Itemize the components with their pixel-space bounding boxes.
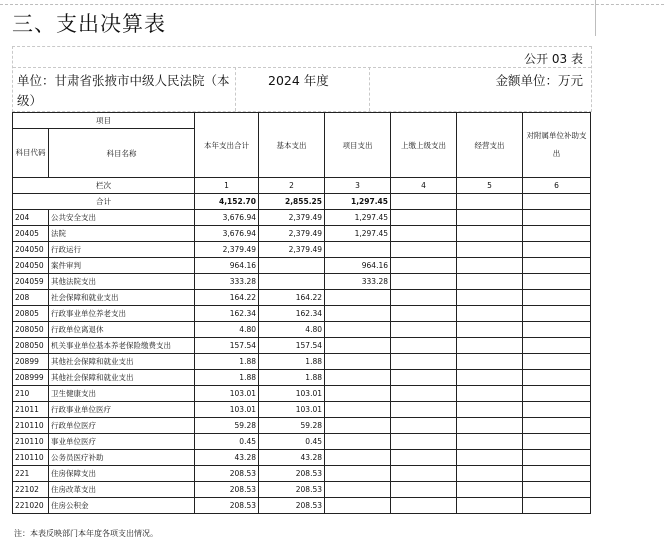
- col-num: 6: [523, 178, 591, 194]
- cell-name: 行政事业单位医疗: [49, 402, 195, 418]
- cell-project: [325, 482, 391, 498]
- cell-empty: [523, 482, 591, 498]
- table-row: [13, 434, 591, 450]
- cell-total: 3,676.94: [195, 226, 259, 242]
- cell-project: 333.28: [325, 274, 391, 290]
- cell-total: 103.01: [195, 386, 259, 402]
- cell-empty: [391, 402, 457, 418]
- cell-empty: [523, 258, 591, 274]
- header-col-1: 本年支出合计: [195, 113, 259, 178]
- cell-empty: [391, 450, 457, 466]
- header-col-2: 基本支出: [259, 113, 325, 178]
- cell-basic: 4.80: [259, 322, 325, 338]
- cell-basic: 162.34: [259, 306, 325, 322]
- total-v2: 2,855.25: [259, 194, 325, 210]
- cell-empty: [523, 274, 591, 290]
- cell-empty: [391, 338, 457, 354]
- cell-empty: [391, 290, 457, 306]
- cell-empty: [523, 338, 591, 354]
- cell-project: [325, 418, 391, 434]
- cell-empty: [391, 258, 457, 274]
- cell-name: 行政单位离退休: [49, 322, 195, 338]
- cell-empty: [391, 466, 457, 482]
- cell-empty: [457, 338, 523, 354]
- cell-project: 1,297.45: [325, 226, 391, 242]
- table-row: [13, 418, 591, 434]
- cell-empty: [523, 290, 591, 306]
- cell-project: [325, 338, 391, 354]
- page-title: 三、支出决算表: [12, 12, 166, 36]
- cell-empty: [391, 354, 457, 370]
- cell-code: 21011: [13, 402, 49, 418]
- cell-project: [325, 450, 391, 466]
- cell-code: 20805: [13, 306, 49, 322]
- cell-total: 208.53: [195, 482, 259, 498]
- cell-empty: [457, 370, 523, 386]
- header-col-6: 对附属单位补助支出: [523, 113, 591, 178]
- cell-basic: 208.53: [259, 498, 325, 514]
- cell-total: 208.53: [195, 498, 259, 514]
- cell-empty: [391, 370, 457, 386]
- cell-name: 法院: [49, 226, 195, 242]
- cell-project: [325, 498, 391, 514]
- cell-empty: [523, 434, 591, 450]
- col-num: 2: [259, 178, 325, 194]
- cell-code: 210110: [13, 434, 49, 450]
- cell-empty: [391, 306, 457, 322]
- cell-basic: 59.28: [259, 418, 325, 434]
- cell-name: 住房公积金: [49, 498, 195, 514]
- cell-empty: [391, 242, 457, 258]
- table-row: [13, 402, 591, 418]
- cell-empty: [523, 226, 591, 242]
- cell-total: 208.53: [195, 466, 259, 482]
- cell-basic: 2,379.49: [259, 242, 325, 258]
- total-row: [13, 194, 591, 210]
- cell-basic: 2,379.49: [259, 210, 325, 226]
- cell-name: 其他法院支出: [49, 274, 195, 290]
- cell-empty: [391, 434, 457, 450]
- cell-name: 卫生健康支出: [49, 386, 195, 402]
- cell-empty: [457, 482, 523, 498]
- cell-basic: [259, 258, 325, 274]
- margin-marker: [595, 0, 597, 36]
- cell-project: [325, 434, 391, 450]
- cell-empty: [457, 402, 523, 418]
- cell-empty: [457, 274, 523, 290]
- cell-basic: 1.88: [259, 354, 325, 370]
- cell-empty: [391, 498, 457, 514]
- cell-code: 210110: [13, 450, 49, 466]
- header-box: [12, 46, 592, 112]
- table-row: [13, 482, 591, 498]
- cell-total: 59.28: [195, 418, 259, 434]
- cell-empty: [523, 418, 591, 434]
- cell-empty: [457, 498, 523, 514]
- table-row: [13, 322, 591, 338]
- cell-basic: 164.22: [259, 290, 325, 306]
- cell-empty: [457, 290, 523, 306]
- cell-empty: [457, 258, 523, 274]
- table-row: [13, 370, 591, 386]
- cell-code: 208: [13, 290, 49, 306]
- header-code: 科目代码: [13, 129, 49, 178]
- cell-empty: [523, 322, 591, 338]
- cell-code: 221020: [13, 498, 49, 514]
- cell-name: 行政事业单位养老支出: [49, 306, 195, 322]
- header-col-4: 上缴上级支出: [391, 113, 457, 178]
- cell-project: [325, 242, 391, 258]
- cell-code: 208050: [13, 338, 49, 354]
- cell-code: 204059: [13, 274, 49, 290]
- cell-empty: [457, 306, 523, 322]
- cell-empty: [523, 466, 591, 482]
- cell-total: 333.28: [195, 274, 259, 290]
- cell-empty: [523, 354, 591, 370]
- col-num: 1: [195, 178, 259, 194]
- cell-project: [325, 402, 391, 418]
- header-col-3: 项目支出: [325, 113, 391, 178]
- header-row-1: [13, 113, 591, 129]
- cell-total: 1.88: [195, 370, 259, 386]
- cell-name: 机关事业单位基本养老保险缴费支出: [49, 338, 195, 354]
- cell-basic: 43.28: [259, 450, 325, 466]
- table-row: [13, 290, 591, 306]
- cell-basic: 0.45: [259, 434, 325, 450]
- cell-name: 行政运行: [49, 242, 195, 258]
- cell-name: 案件审判: [49, 258, 195, 274]
- table-row: [13, 306, 591, 322]
- cell-project: [325, 322, 391, 338]
- cell-code: 204: [13, 210, 49, 226]
- cell-empty: [391, 322, 457, 338]
- header-name: 科目名称: [49, 129, 195, 178]
- cell-basic: 103.01: [259, 402, 325, 418]
- cell-code: 20405: [13, 226, 49, 242]
- cell-empty: [457, 242, 523, 258]
- cell-name: 公务员医疗补助: [49, 450, 195, 466]
- cell-total: 103.01: [195, 402, 259, 418]
- cell-code: 204050: [13, 258, 49, 274]
- top-border-line: [0, 4, 664, 5]
- cell-empty: [457, 450, 523, 466]
- cell-project: 1,297.45: [325, 210, 391, 226]
- cell-code: 204050: [13, 242, 49, 258]
- cell-total: 4.80: [195, 322, 259, 338]
- table-row: [13, 274, 591, 290]
- cell-empty: [391, 274, 457, 290]
- cell-basic: 208.53: [259, 466, 325, 482]
- cell-code: 210: [13, 386, 49, 402]
- unit-label: 单位：甘肃省张掖市中级人民法院（本级）: [17, 73, 230, 108]
- cell-empty: [391, 418, 457, 434]
- cell-code: 221: [13, 466, 49, 482]
- form-number: 公开 03 表: [524, 52, 583, 66]
- cell-total: 164.22: [195, 290, 259, 306]
- cell-project: [325, 370, 391, 386]
- cell-total: 0.45: [195, 434, 259, 450]
- cell-empty: [457, 354, 523, 370]
- cell-empty: [523, 242, 591, 258]
- cell-name: 其他社会保障和就业支出: [49, 354, 195, 370]
- cell-empty: [391, 482, 457, 498]
- cell-empty: [457, 210, 523, 226]
- cell-empty: [523, 498, 591, 514]
- col-num: 3: [325, 178, 391, 194]
- cell-project: [325, 354, 391, 370]
- cell-basic: 2,379.49: [259, 226, 325, 242]
- cell-basic: [259, 274, 325, 290]
- cell-project: [325, 306, 391, 322]
- expenditure-table: [12, 112, 591, 514]
- cell-basic: 157.54: [259, 338, 325, 354]
- row-label: 栏次: [13, 178, 195, 194]
- cell-empty: [523, 402, 591, 418]
- cell-code: 208050: [13, 322, 49, 338]
- cell-name: 公共安全支出: [49, 210, 195, 226]
- cell-empty: [523, 210, 591, 226]
- table-row: [13, 386, 591, 402]
- cell-empty: [457, 322, 523, 338]
- table-row: [13, 210, 591, 226]
- cell-project: [325, 386, 391, 402]
- cell-empty: [457, 418, 523, 434]
- cell-name: 住房保障支出: [49, 466, 195, 482]
- cell-name: 其他社会保障和就业支出: [49, 370, 195, 386]
- table-row: [13, 466, 591, 482]
- column-number-row: [13, 178, 591, 194]
- footnote: 注：本表反映部门本年度各项支出情况。: [14, 529, 158, 538]
- cell-name: 社会保障和就业支出: [49, 290, 195, 306]
- total-v3: 1,297.45: [325, 194, 391, 210]
- cell-total: 43.28: [195, 450, 259, 466]
- cell-empty: [523, 370, 591, 386]
- cell-empty: [523, 306, 591, 322]
- cell-total: 162.34: [195, 306, 259, 322]
- cell-empty: [457, 386, 523, 402]
- header-item: 项目: [13, 113, 195, 129]
- cell-total: 3,676.94: [195, 210, 259, 226]
- header-col-5: 经营支出: [457, 113, 523, 178]
- table-row: [13, 498, 591, 514]
- cell-project: [325, 290, 391, 306]
- cell-empty: [391, 386, 457, 402]
- table-row: [13, 226, 591, 242]
- cell-basic: 103.01: [259, 386, 325, 402]
- cell-code: 20899: [13, 354, 49, 370]
- cell-empty: [457, 434, 523, 450]
- cell-code: 22102: [13, 482, 49, 498]
- col-num: 5: [457, 178, 523, 194]
- cell-basic: 208.53: [259, 482, 325, 498]
- cell-project: 964.16: [325, 258, 391, 274]
- total-label: 合计: [13, 194, 195, 210]
- cell-empty: [457, 226, 523, 242]
- cell-empty: [391, 210, 457, 226]
- report-year: 2024 年度: [268, 73, 329, 88]
- cell-empty: [523, 450, 591, 466]
- money-unit: 金额单位：万元: [495, 73, 583, 88]
- table-row: [13, 450, 591, 466]
- cell-code: 210110: [13, 418, 49, 434]
- cell-code: 208999: [13, 370, 49, 386]
- cell-name: 住房改革支出: [49, 482, 195, 498]
- cell-empty: [391, 226, 457, 242]
- cell-empty: [457, 466, 523, 482]
- cell-name: 事业单位医疗: [49, 434, 195, 450]
- col-num: 4: [391, 178, 457, 194]
- table-row: [13, 338, 591, 354]
- cell-total: 2,379.49: [195, 242, 259, 258]
- cell-name: 行政单位医疗: [49, 418, 195, 434]
- total-v1: 4,152.70: [195, 194, 259, 210]
- cell-total: 157.54: [195, 338, 259, 354]
- cell-total: 1.88: [195, 354, 259, 370]
- cell-empty: [523, 386, 591, 402]
- cell-project: [325, 466, 391, 482]
- table-row: [13, 258, 591, 274]
- table-row: [13, 354, 591, 370]
- cell-basic: 1.88: [259, 370, 325, 386]
- table-row: [13, 242, 591, 258]
- cell-total: 964.16: [195, 258, 259, 274]
